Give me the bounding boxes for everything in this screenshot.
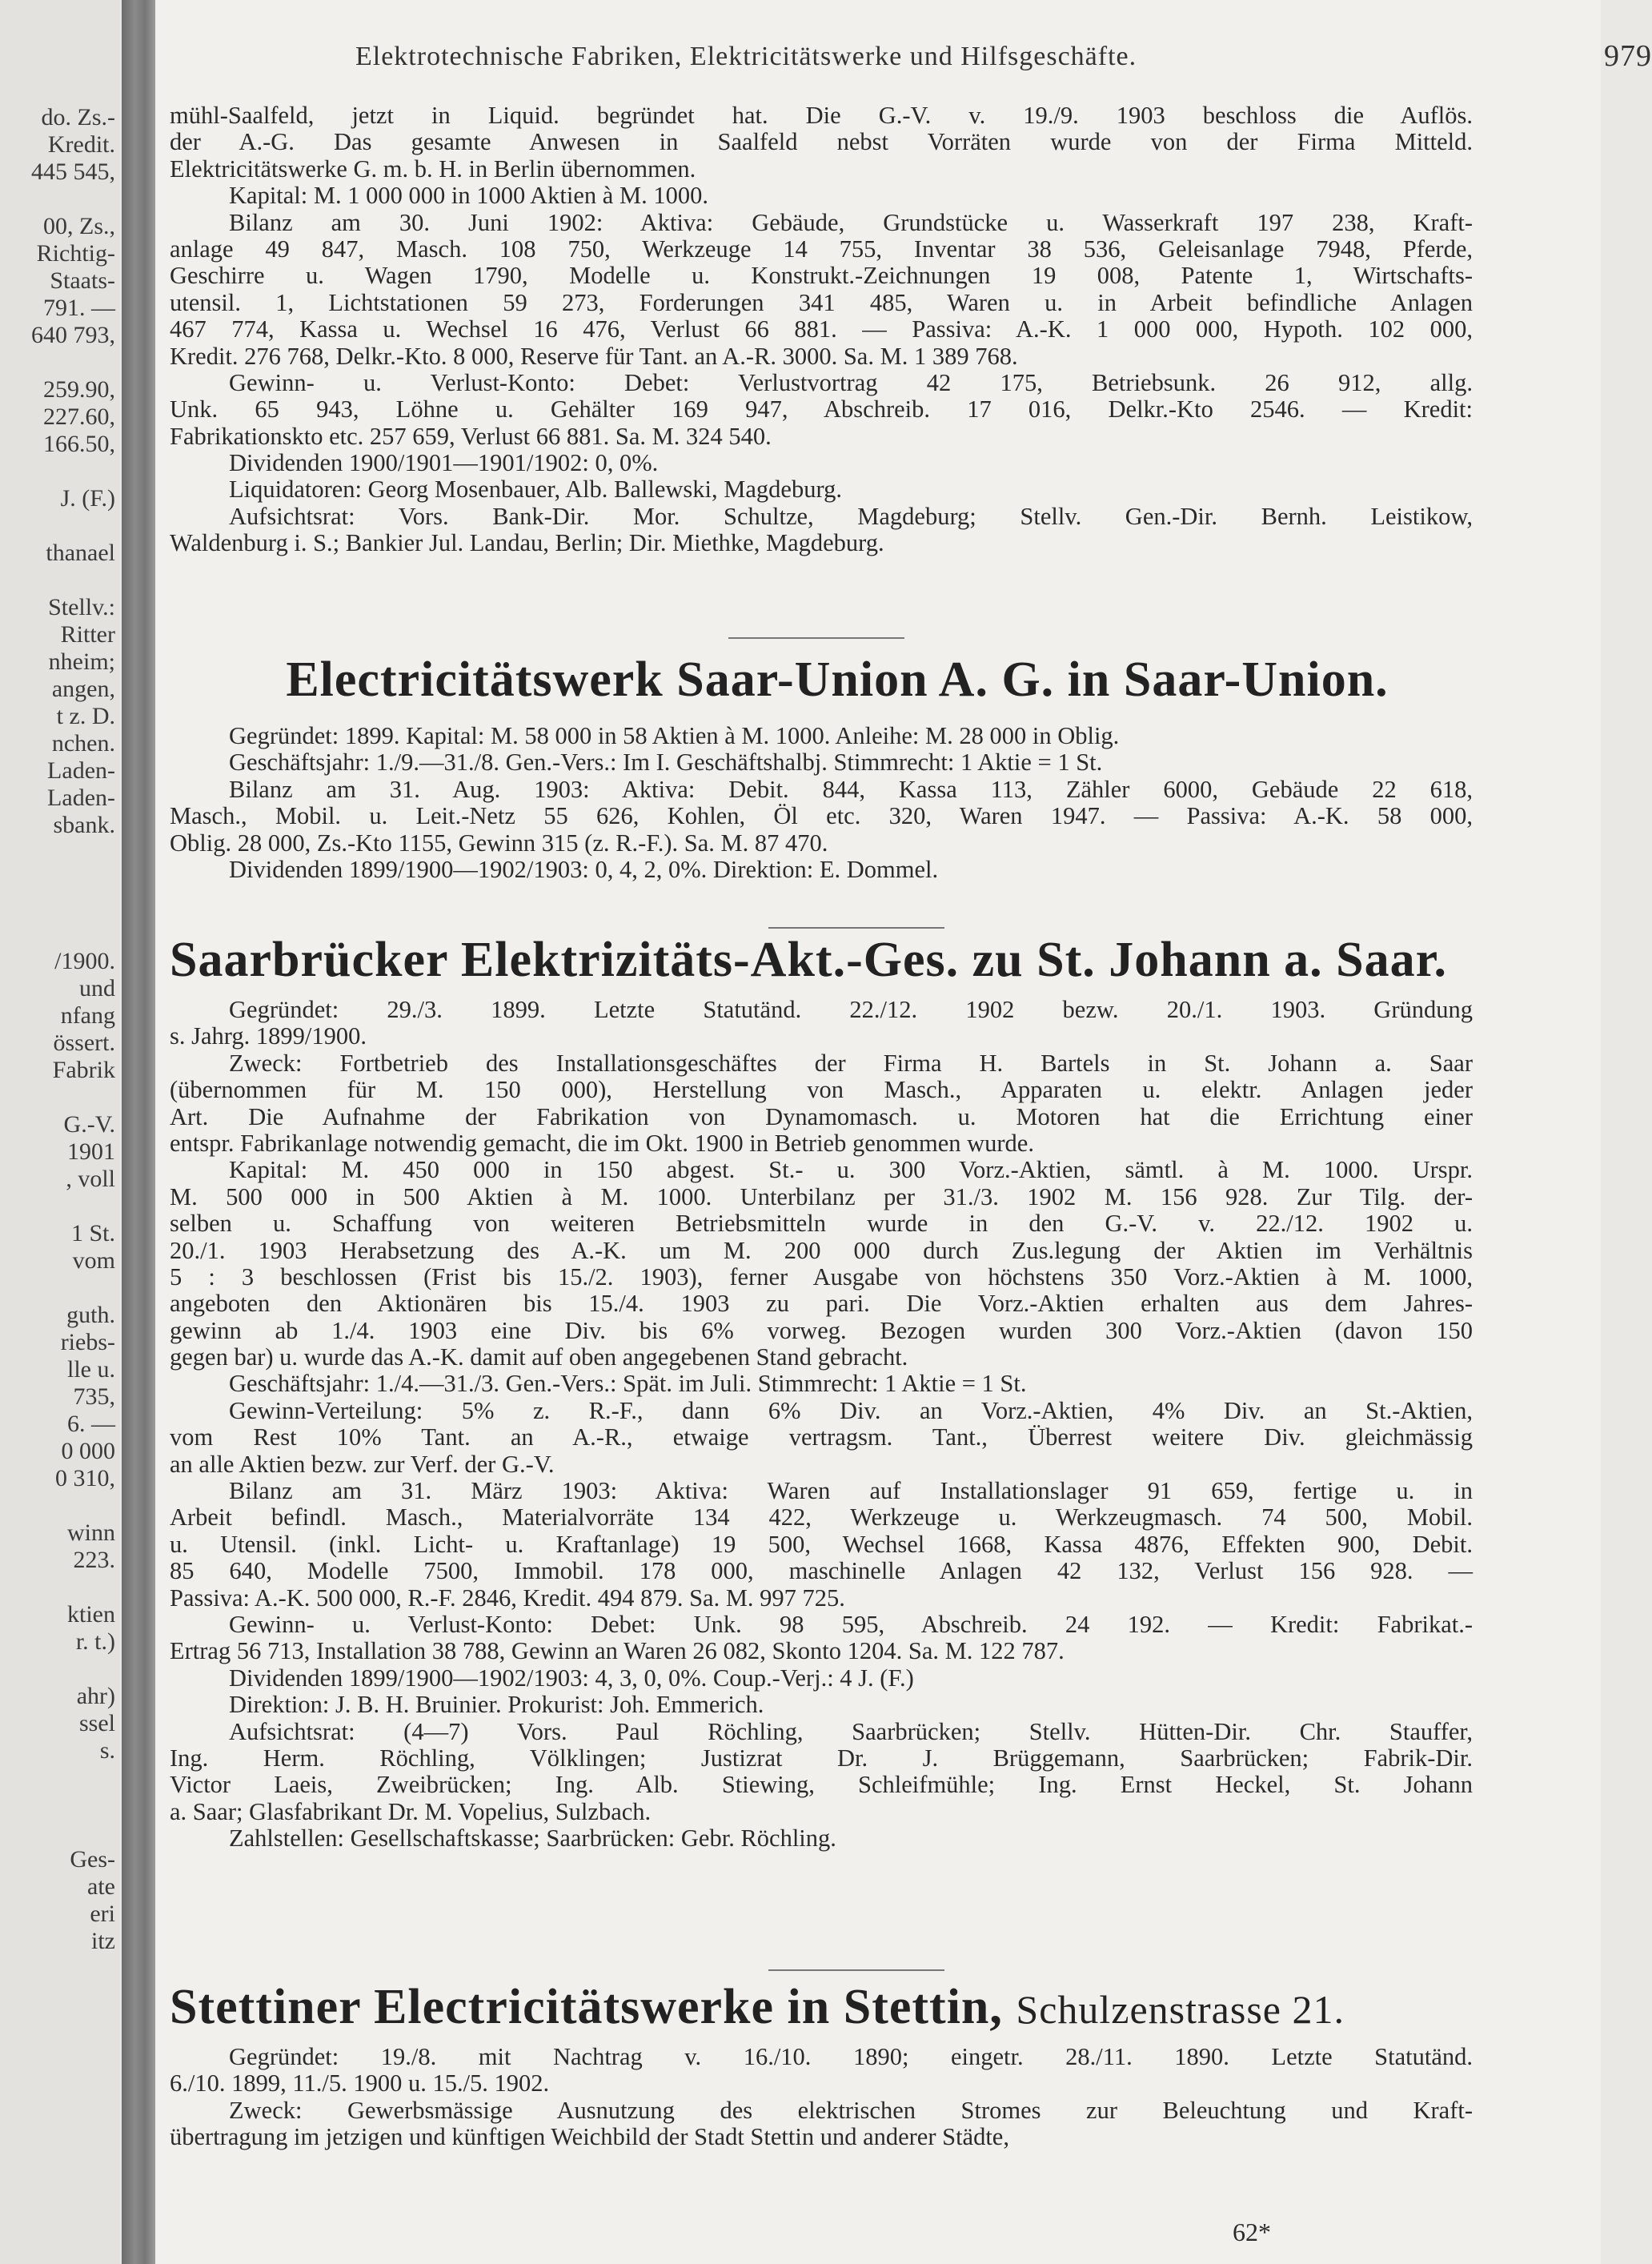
prev-page-fragment: Staats-: [50, 267, 115, 294]
text-line: Passiva: A.-K. 500 000, R.-F. 2846, Kredit. 494 879. Sa. M. 997 725.: [170, 1584, 845, 1612]
prev-page-fragment: , voll: [66, 1166, 115, 1192]
text-line: Ing. Herm. Röchling, Völklingen; Justizrat Dr. J. Brüggemann, Saarbrücken; Fabrik-Dir.: [170, 1744, 1473, 1772]
prev-page-fragment: riebs-: [60, 1329, 115, 1355]
text-line: Dividenden 1899/1900—1902/1903: 4, 3, 0, 0%. Coup.-Verj.: 4 J. (F.): [229, 1664, 914, 1692]
text-line: M. 500 000 in 500 Aktien à M. 1000. Unterbilanz per 31./3. 1902 M. 156 928. Zur Tilg. der-: [170, 1182, 1473, 1210]
text-line: entspr. Fabrikanlage notwendig gemacht, die im Okt. 1900 in Betrieb genommen wurde.: [170, 1129, 1034, 1157]
text-line: mühl-Saalfeld, jetzt in Liquid. begründet hat. Die G.-V. v. 19./9. 1903 beschloss die Auflös.: [170, 102, 1473, 129]
prev-page-fragment: angen,: [51, 676, 115, 702]
prev-page-fragment: ktien: [67, 1601, 115, 1628]
prev-page-fragment: 1901: [67, 1138, 115, 1165]
text-line: Bilanz am 30. Juni 1902: Aktiva: Gebäude, Grundstücke u. Wasserkraft 197 238, Kraft-: [229, 208, 1473, 236]
text-line: Elektricitätswerke G. m. b. H. in Berlin übernommen.: [170, 155, 696, 183]
text-line: übertragung im jetzigen und künftigen Weichbild der Stadt Stettin und anderer Städte,: [170, 2123, 1009, 2151]
entry-stettiner: [170, 1979, 1473, 2151]
text-line: Liquidatoren: Georg Mosenbauer, Alb. Ballewski, Magdeburg.: [229, 476, 842, 504]
text-line: Zweck: Gewerbsmässige Ausnutzung des elektrischen Stromes zur Beleuchtung und Kraft-: [229, 2096, 1473, 2124]
entry-title: Electricitätswerk Saar-Union A. G. in Saar-Union.: [286, 652, 1389, 707]
entry-body: [170, 2044, 1473, 2151]
running-head: [355, 39, 1652, 73]
text-line: 5 : 3 beschlossen (Frist bis 15./2. 1903), ferner Ausgabe von höchstens 350 Vorz.-Aktien à M. 1000,: [170, 1262, 1473, 1291]
prev-page-fragment: J. (F.): [60, 485, 115, 512]
text-line: Geschirre u. Wagen 1790, Modelle u. Konstrukt.-Zeichnungen 19 008, Patente 1, Wirtschafts-: [170, 262, 1473, 290]
text-line: Aufsichtsrat: (4—7) Vors. Paul Röchling, Saarbrücken; Stellv. Hütten-Dir. Chr. Stauffer,: [229, 1717, 1473, 1745]
text-line: Dividenden 1900/1901—1901/1902: 0, 0%.: [229, 449, 659, 477]
prev-page-fragment: winn: [67, 1519, 115, 1546]
prev-page-fragment: 0 310,: [55, 1465, 115, 1491]
prev-page-fragment: ssel: [79, 1710, 115, 1736]
prev-page-fragment: do. Zs.-: [41, 104, 115, 130]
entry-body: [170, 723, 1473, 883]
text-line: Zahlstellen: Gesellschaftskasse; Saarbrücken: Gebr. Röchling.: [229, 1824, 836, 1853]
text-line: gegen bar) u. wurde das A.-K. damit auf oben angegebenen Stand gebracht.: [170, 1343, 908, 1371]
section-divider: [768, 927, 944, 929]
prev-page-fragment: thanael: [46, 540, 115, 566]
prev-page-fragment: Richtig-: [36, 240, 115, 267]
text-line: selben u. Schaffung von weiteren Betriebsmitteln wurde in den G.-V. v. 22./12. 1902 u.: [170, 1210, 1473, 1238]
prev-page-fragment: /1900.: [54, 948, 115, 974]
text-line: Gewinn-Verteilung: 5% z. R.-F., dann 6% Div. an Vorz.-Aktien, 4% Div. an St.-Aktien,: [229, 1396, 1473, 1424]
prev-page-fragment: 223.: [73, 1547, 115, 1573]
text-line: Victor Laeis, Zweibrücken; Ing. Alb. Stiewing, Schleifmühle; Ing. Ernst Heckel, St. Johann: [170, 1771, 1473, 1799]
prev-page-fragment: Ritter: [60, 621, 115, 648]
prev-page-fragment: r. t.): [75, 1628, 115, 1655]
entry-title: Saarbrücker Elektrizitäts-Akt.-Ges. zu St. Johann a. Saar.: [170, 933, 1447, 987]
text-line: Gegründet: 19./8. mit Nachtrag v. 16./10. 1890; eingetr. 28./11. 1890. Letzte Statutänd.: [229, 2043, 1473, 2070]
prev-page-fragment: t z. D.: [56, 703, 115, 729]
entry-title: [170, 1979, 1473, 2036]
prev-page-fragment: 1 St.: [70, 1220, 115, 1246]
text-line: Geschäftsjahr: 1./9.—31./8. Gen.-Vers.: Im I. Geschäftshalbj. Stimmrecht: 1 Aktie = 1 St.: [229, 749, 1103, 777]
text-line: s. Jahrg. 1899/1900.: [170, 1022, 367, 1050]
prev-page-fragment: 166.50,: [43, 431, 115, 457]
text-line: (übernommen für M. 150 000), Herstellung von Masch., Apparaten u. elektr. Anlagen jeder: [170, 1076, 1473, 1104]
text-line: Bilanz am 31. Aug. 1903: Aktiva: Debit. 844, Kassa 113, Zähler 6000, Gebäude 22 618,: [229, 775, 1473, 803]
prev-page-fragment: nheim;: [48, 648, 115, 675]
prev-page-fragment: guth.: [66, 1302, 115, 1328]
text-line: Kapital: M. 450 000 in 150 abgest. St.- u. 300 Vorz.-Aktien, sämtl. à M. 1000. Urspr.: [229, 1156, 1473, 1184]
prev-page-fragment: 227.60,: [43, 403, 115, 430]
prev-page-fragment: und: [79, 975, 115, 1002]
prev-page-fragment: össert.: [53, 1030, 115, 1056]
text-line: u. Utensil. (inkl. Licht- u. Kraftanlage) 19 500, Wechsel 1668, Kassa 4876, Effekten 900, Debit.: [170, 1530, 1473, 1558]
prev-page-fragment: 445 545,: [31, 159, 115, 185]
previous-page-edge: [0, 0, 120, 2264]
text-line: Gegründet: 29./3. 1899. Letzte Statutänd. 22./12. 1902 bezw. 20./1. 1903. Gründung: [229, 996, 1473, 1023]
prev-page-fragment: Fabrik: [52, 1057, 115, 1083]
text-line: Kapital: M. 1 000 000 in 1000 Aktien à M. 1000.: [229, 182, 708, 210]
text-line: Ertrag 56 713, Installation 38 788, Gewinn an Waren 26 082, Skonto 1204. Sa. M. 122 787.: [170, 1637, 1065, 1665]
text-line: Art. Die Aufnahme der Fabrikation von Dynamomasch. u. Motoren hat die Errichtung einer: [170, 1102, 1473, 1130]
prev-page-fragment: Stellv.:: [48, 594, 115, 620]
page-number: 979: [1604, 39, 1652, 73]
text-line: Dividenden 1899/1900—1902/1903: 0, 4, 2, 0%. Direktion: E. Dommel.: [229, 855, 939, 883]
text-line: Waldenburg i. S.; Bankier Jul. Landau, Berlin; Dir. Miethke, Magdeburg.: [170, 529, 884, 557]
prev-page-fragment: Ges-: [70, 1846, 115, 1873]
text-line: 20./1. 1903 Herabsetzung des A.-K. um M. 200 000 durch Zus.legung der Aktien im Verhältnis: [170, 1236, 1473, 1264]
text-line: vom Rest 10% Tant. an A.-R., etwaige vertragsm. Tant., Überrest weitere Div. gleichmässig: [170, 1423, 1473, 1451]
text-line: an alle Aktien bezw. zur Verf. der G.-V.: [170, 1450, 555, 1478]
text-line: Bilanz am 31. März 1903: Aktiva: Waren auf Installationslager 91 659, fertige u. in: [229, 1477, 1473, 1505]
section-divider: [728, 637, 904, 639]
prev-page-fragment: Laden-: [47, 785, 115, 811]
prev-page-fragment: 259.90,: [43, 376, 115, 403]
entry-saar-union: [170, 652, 1473, 883]
prev-page-fragment: 6. —: [67, 1411, 115, 1437]
text-line: Geschäftsjahr: 1./4.—31./3. Gen.-Vers.: Spät. im Juli. Stimmrecht: 1 Aktie = 1 St.: [229, 1370, 1027, 1398]
prev-page-fragment: s.: [99, 1737, 115, 1764]
text-line: Fabrikationskto etc. 257 659, Verlust 66 881. Sa. M. 324 540.: [170, 422, 772, 450]
text-line: Oblig. 28 000, Zs.-Kto 1155, Gewinn 315 (z. R.-F.). Sa. M. 87 470.: [170, 829, 828, 857]
prev-page-fragment: G.-V.: [63, 1111, 115, 1138]
text-line: Zweck: Fortbetrieb des Installationsgeschäftes der Firma H. Bartels in St. Johann a. Saar: [229, 1049, 1473, 1077]
prev-page-fragment: eri: [90, 1901, 115, 1927]
text-line: a. Saar; Glasfabrikant Dr. M. Vopelius, Sulzbach.: [170, 1797, 652, 1825]
section-continuation: [170, 102, 1473, 557]
prev-page-fragment: 791. —: [43, 295, 115, 321]
prev-page-fragment: Kredit.: [47, 131, 115, 158]
prev-page-fragment: sbank.: [53, 812, 115, 838]
entry-title-address: Schulzenstrasse 21.: [1016, 1987, 1345, 2032]
text-line: Kredit. 276 768, Delkr.-Kto. 8 000, Reserve für Tant. an A.-R. 3000. Sa. M. 1 389 768.: [170, 342, 1018, 370]
text-line: der A.-G. Das gesamte Anwesen in Saalfeld nebst Vorräten wurde von der Firma Mitteld.: [170, 128, 1473, 156]
text-line: Aufsichtsrat: Vors. Bank-Dir. Mor. Schultze, Magdeburg; Stellv. Gen.-Dir. Bernh. Leistikow,: [229, 502, 1473, 530]
prev-page-fragment: itz: [91, 1928, 115, 1954]
text-line: Gewinn- u. Verlust-Konto: Debet: Unk. 98 595, Abschreib. 24 192. — Kredit: Fabrikat.-: [229, 1610, 1473, 1638]
prev-page-fragment: 640 793,: [31, 322, 115, 348]
text-line: Arbeit befindl. Masch., Materialvorräte 134 422, Werkzeuge u. Werkzeugmasch. 74 500, Mobil.: [170, 1503, 1473, 1531]
text-line: Gegründet: 1899. Kapital: M. 58 000 in 58 Aktien à M. 1000. Anleihe: M. 28 000 in Oblig.: [229, 722, 1120, 749]
prev-page-fragment: Laden-: [47, 757, 115, 784]
prev-page-fragment: nfang: [60, 1002, 115, 1029]
prev-page-fragment: lle u.: [67, 1356, 115, 1383]
running-head-title: Elektrotechnische Fabriken, Elektricitätswerke und Hilfsgeschäfte.: [355, 42, 1137, 71]
book-spine: [122, 0, 155, 2264]
text-line: 467 774, Kassa u. Wechsel 16 476, Verlust 66 881. — Passiva: A.-K. 1 000 000, Hypoth. 102 000,: [170, 315, 1473, 343]
text-line: 85 640, Modelle 7500, Immobil. 178 000, maschinelle Anlagen 42 132, Verlust 156 928. —: [170, 1557, 1473, 1585]
text-line: 6./10. 1899, 11./5. 1900 u. 15./5. 1902.: [170, 2069, 550, 2097]
text-line: Direktion: J. B. H. Bruinier. Prokurist: Joh. Emmerich.: [229, 1691, 764, 1719]
text-line: angeboten den Aktionären bis 15./4. 1903 zu pari. Die Vorz.-Aktien erhalten aus dem Jahres-: [170, 1290, 1473, 1318]
text-line: gewinn ab 1./4. 1903 eine Div. bis 6% vorweg. Bezogen wurden 300 Vorz.-Aktien (davon 150: [170, 1316, 1473, 1344]
prev-page-fragment: ahr): [76, 1683, 115, 1709]
text-line: utensil. 1, Lichtstationen 59 273, Forderungen 341 485, Waren u. in Arbeit befindliche Anlagen: [170, 288, 1473, 316]
section-divider: [768, 1969, 944, 1971]
prev-page-fragment: vom: [72, 1247, 115, 1274]
text-line: Masch., Mobil. u. Leit.-Netz 55 626, Kohlen, Öl etc. 320, Waren 1947. — Passiva: A.-K. 58 000,: [170, 802, 1473, 830]
entry-saarbruecker: [170, 932, 1473, 1853]
text-line: Gewinn- u. Verlust-Konto: Debet: Verlustvortrag 42 175, Betriebsunk. 26 912, allg.: [229, 368, 1473, 396]
entry-title-name: Stettiner Electricitätswerke in Stettin,: [170, 1980, 1003, 2034]
entry-body: [170, 997, 1473, 1853]
prev-page-fragment: 0 000: [61, 1438, 115, 1464]
prev-page-fragment: 00, Zs.,: [43, 213, 115, 239]
prev-page-fragment: nchen.: [51, 730, 115, 757]
text-line: anlage 49 847, Masch. 108 750, Werkzeuge 14 755, Inventar 38 536, Geleisanlage 7948, Pferde,: [170, 235, 1473, 263]
signature-mark: 62*: [1233, 2218, 1271, 2246]
prev-page-fragment: ate: [87, 1873, 115, 1900]
text-line: Unk. 65 943, Löhne u. Gehälter 169 947, Abschreib. 17 016, Delkr.-Kto 2546. — Kredit:: [170, 395, 1473, 423]
prev-page-fragment: 735,: [73, 1383, 115, 1410]
